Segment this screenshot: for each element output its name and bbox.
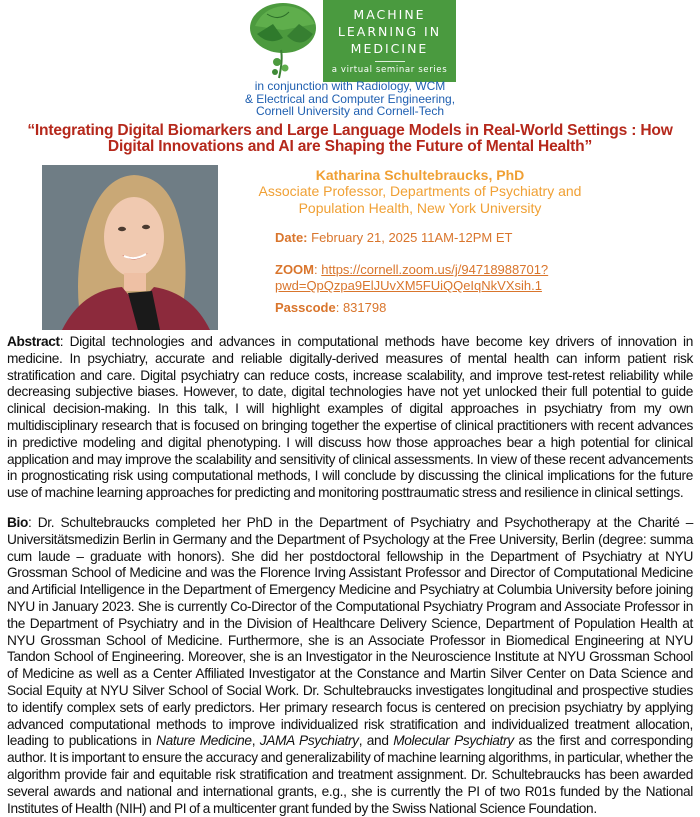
passcode-label: Passcode [275, 300, 336, 315]
talk-title [0, 123, 700, 155]
seminar-logo [243, 0, 456, 82]
abstract-label: Abstract [7, 334, 60, 349]
speaker-role-line-2: Population Health, New York University [298, 200, 542, 216]
logo-line-1: MACHINE [353, 7, 426, 22]
logo-line-2: LEARNING IN [337, 24, 442, 39]
talk-title-line-1: “Integrating Digital Biomarkers and Large Language Models in Real-World Settings : How [27, 122, 673, 139]
affiliation-line-2: & Electrical and Computer Engineering, [244, 91, 456, 106]
affiliation-block [200, 80, 500, 118]
journal-nature-medicine: Nature Medicine [156, 733, 252, 749]
bio-text-part-1: : Dr. Schultebraucks completed her PhD in the Department of Psychiatry and Psychotherapy at the Charité – Universitätsmedizin Berlin in Germany and the Department of Psychology at the Free University, Berlin (degree: summa cum laude – graduate with honors). She did her postdoctoral fellowship in the Department of Psychiatry at NYU Grossman School of Medicine and was the Florence Irving Assistant Professor and Director of Computational Medicine and Artificial Intelligence in the Department of Emergency Medicine and Psychiatry at Columbia University before joining NYU in January 2023. She is currently Co-Director of the Computational Psychiatry Program and Associate Professor in the Department of Psychiatry and in the Division of Healthcare Delivery Science, Department of Population Health at NYU Grossman School of Medicine. Furthermore, she is an Associate Professor in Biomedical Engineering at NYU Tandon School of Engineering. Moreover, she is an Investigator in the Neuroscience Institute at NYU Grossman School of Medicine as well as a Center Affiliated Investigator at the Constance and Martin Silver Center on Data Science and Social Equity at NYU Silver School of Social Work. Dr. Schultebraucks investigates longitudinal and prospective studies to identify complex sets of early predictors. Her primary research focus is centered on precision psychiatry by applying advanced computational methods to improve individualized risk stratification and individualized treatment allocation, leading to publications in [7, 515, 693, 749]
event-details [275, 230, 548, 316]
speaker-photo [42, 165, 218, 330]
zoom-link-line-2[interactable]: pwd=QpQzpa9ElJUvXM5FUiQQeIqNkVXsih.1 [275, 278, 542, 293]
talk-title-line-2: Digital Innovations and AI are Shaping the Future of Mental Health” [107, 138, 593, 155]
zoom-label: ZOOM [275, 262, 314, 277]
logo-line-3: MEDICINE [350, 41, 429, 56]
journal-molecular-psychiatry: Molecular Psychiatry [393, 733, 514, 749]
journal-jama-psychiatry: JAMA Psychiatry [259, 733, 359, 749]
logo-text-panel [323, 0, 456, 82]
affiliation-line-1: in conjunction with Radiology, WCM [254, 79, 446, 93]
affiliation-line-3: Cornell University and Cornell-Tech [255, 104, 445, 118]
bio-text-part-2: as the first and corresponding author. It is important to ensure the accuracy and generalizability of machine learning algorithms, in particular, whether the algorithm provide fair and equitable risk stratification and treatment assignment. Dr. Schultebraucks has been awarded several awards and national and international grants, e.g., she is currently the PI of two R01s funded by the National Institutes of Health (NIH) and PI of a multicenter grant funded by the Swiss National Science Foundation. [7, 733, 693, 816]
bio-label: Bio [7, 515, 28, 530]
zoom-row [275, 262, 548, 294]
bio-separator-1: , [251, 733, 260, 749]
ginkgo-brain-icon [243, 0, 323, 82]
date-row [275, 230, 548, 246]
bio-paragraph [7, 515, 693, 817]
bio-separator-2: , and [358, 733, 394, 749]
abstract-text: : Digital technologies and advances in computational methods have become key drivers of innovation in medicine. In psychiatry, accurate and reliable digitally-derived measures of mental health can inform patient risk stratification and care. Digital psychiatry can reduce costs, increase scalability, and improve test-retest reliability while decreasing subjective biases. However, to date, digital technologies have not yet unlocked their full potential to guide clinical decision-making. In this talk, I will highlight examples of digital approaches in psychiatry from my own multidisciplinary research that is focused on bringing together the expertise of clinical practitioners with recent advances in predictive modeling and digital phenotyping. I will discuss how those approaches bear a high potential for clinical application and may improve the scalability and sensitivity of clinical assessments. In view of these recent advancements in prognosticating risk using computational methods, I will conclude by discussing the clinical implications for the future use of machine learning approaches for predicting and monitoring posttraumatic stress and resilience in clinical settings. [7, 334, 693, 501]
abstract-paragraph [7, 334, 693, 502]
speaker-name: Katharina Schultebraucks, PhD [315, 167, 525, 183]
logo-tagline: a virtual seminar series [331, 65, 448, 75]
date-value: February 21, 2025 11AM-12PM ET [307, 230, 513, 245]
passcode-value: 831798 [342, 300, 387, 315]
speaker-role-line-1: Associate Professor, Departments of Psychiatry and [258, 183, 582, 199]
logo-divider [375, 61, 405, 62]
passcode-separator: : [335, 300, 343, 315]
zoom-link-line-1[interactable]: https://cornell.zoom.us/j/94718988701? [321, 262, 549, 277]
speaker-info [232, 167, 608, 217]
passcode-row [275, 300, 548, 316]
date-label: Date: [275, 230, 308, 245]
zoom-separator: : [314, 262, 322, 277]
